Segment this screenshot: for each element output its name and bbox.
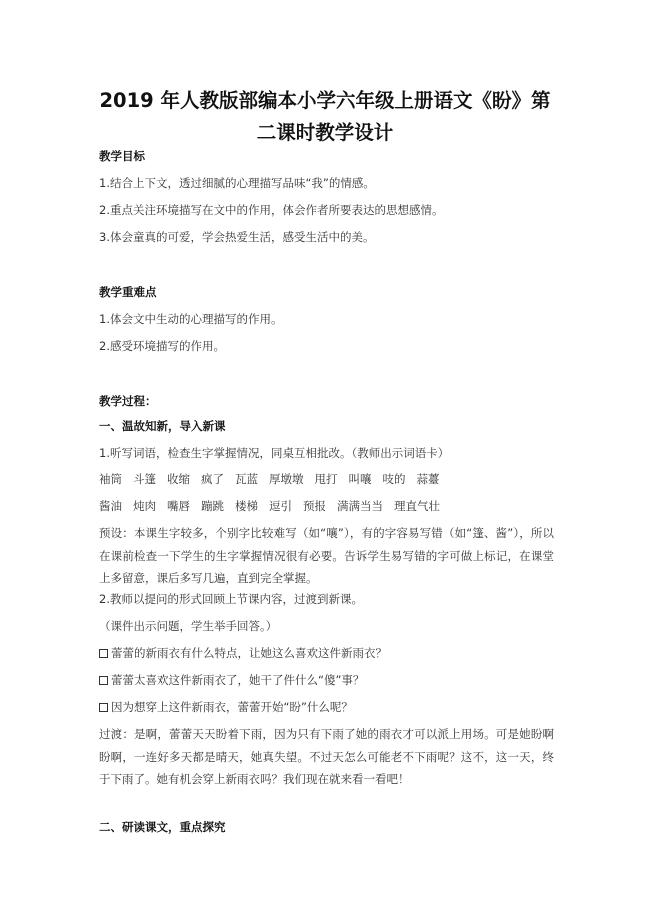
vocab-word: 逗引	[269, 499, 292, 513]
process-heading: 教学过程：	[99, 394, 157, 408]
vocab-word: 嘴唇	[167, 499, 190, 513]
step-2-note: （课件出示问题，学生举手回答。）	[99, 619, 278, 633]
document-title-line-2: 二课时教学设计	[256, 121, 394, 144]
checkbox-icon	[99, 676, 108, 685]
vocab-word: 吱的	[382, 472, 406, 486]
preset-paragraph: 预设：本课生字较多，个别字比较难写（如“嚷”），有的字容易写错（如“篷、酱”），所以在课前检查一下学生的生字掌握情况很有必要。告诉学生易写错的字可做上标记，在课堂上多留意，课后多写几遍，直到完全掌握。	[99, 526, 554, 585]
section-1-heading: 一、温故知新，导入新课	[99, 419, 226, 433]
vocab-word: 蹦跳	[201, 499, 224, 513]
vocab-word: 满满当当	[337, 499, 383, 513]
objective-item-1: 1.结合上下文，透过细腻的心理描写品味“我”的情感。	[99, 176, 375, 190]
key-point-item-2: 2.感受环境描写的作用。	[99, 339, 225, 353]
question-text: 蕾蕾的新雨衣有什么特点，让她这么喜欢这件新雨衣？	[111, 646, 387, 660]
vocab-word: 收缩	[167, 472, 190, 486]
objective-item-2: 2.重点关注环境描写在文中的作用，体会作者所要表达的思想感情。	[99, 203, 444, 217]
vocab-word: 酱油	[99, 499, 122, 513]
vocabulary-row-1	[99, 474, 451, 486]
checkbox-icon	[99, 649, 108, 658]
vocab-word: 瓦蓝	[235, 472, 258, 486]
vocab-word: 楼梯	[235, 499, 258, 513]
question-item-1	[99, 648, 387, 660]
transition-paragraph: 过渡：是啊，蕾蕾天天盼着下雨，因为只有下雨了她的雨衣才可以派上用场。可是她盼啊盼啊，一连好多天都是晴天，她真失望。不过天怎么可能老不下雨呢？这不，这一天，终于下雨了。她有机会穿上新雨衣吗？我们现在就来看一看吧！	[99, 727, 554, 786]
key-point-item-1: 1.体会文中生动的心理描写的作用。	[99, 312, 283, 326]
vocab-word: 厚墩墩	[269, 472, 304, 486]
question-text: 因为想穿上这件新雨衣，蕾蕾开始“盼”什么呢？	[111, 700, 353, 714]
document-title-line-1: 2019 年人教版部编本小学六年级上册语文《盼》第	[99, 89, 551, 112]
question-item-3	[99, 702, 353, 714]
vocab-word: 预报	[303, 499, 326, 513]
vocabulary-row-2	[99, 501, 451, 513]
vocab-word: 叫嚷	[348, 472, 372, 486]
vocab-word: 甩打	[314, 472, 338, 486]
section-2-heading: 二、研读课文，重点探究	[99, 820, 226, 834]
question-text: 蕾蕾太喜欢这件新雨衣了，她干了件什么“傻”事？	[111, 673, 365, 687]
vocab-word: 理直气壮	[394, 499, 440, 513]
vocab-word: 袖筒	[99, 472, 122, 486]
vocab-word: 蒜薹	[416, 472, 440, 486]
step-2-text: 2.教师以提问的形式回顾上节课内容，过渡到新课。	[99, 592, 363, 606]
key-points-heading: 教学重难点	[99, 285, 157, 299]
vocab-word: 疯了	[201, 472, 224, 486]
objectives-heading: 教学目标	[99, 149, 145, 163]
checkbox-icon	[99, 703, 108, 712]
vocab-word: 斗篷	[133, 472, 156, 486]
objective-item-3: 3.体会童真的可爱，学会热爱生活，感受生活中的美。	[99, 230, 375, 244]
step-1-text: 1.听写词语，检查生字掌握情况，同桌互相批改。（教师出示词语卡）	[99, 446, 450, 460]
question-item-2	[99, 675, 364, 687]
vocab-word: 炖肉	[133, 499, 156, 513]
